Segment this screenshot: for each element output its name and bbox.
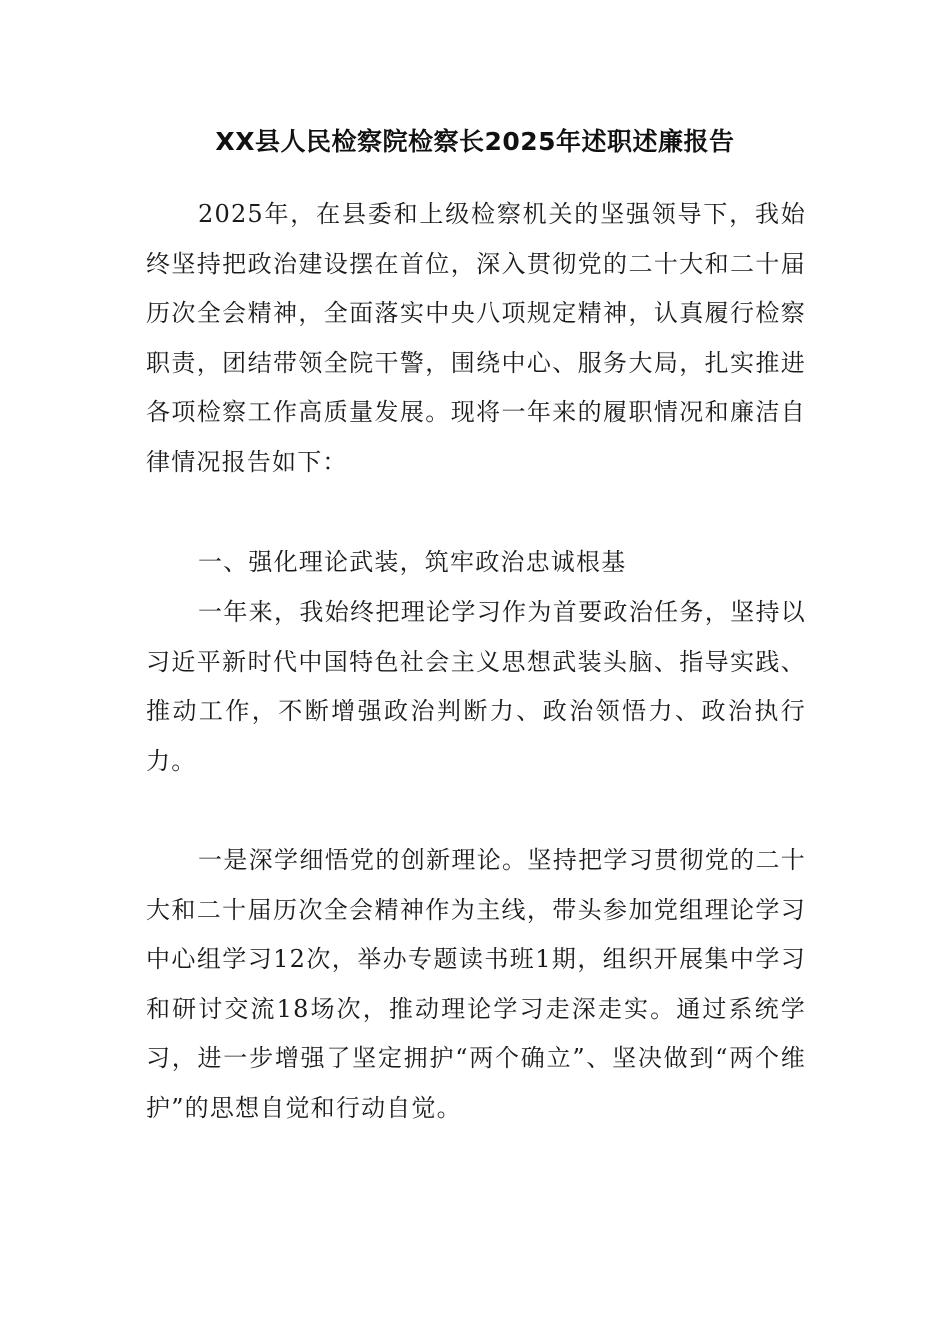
document-title: XX县人民检察院检察长2025年述职述廉报告 <box>215 127 735 156</box>
section-heading: 一、强化理论武装，筑牢政治忠诚根基 <box>198 548 627 576</box>
point-one-paragraph: 一是深学细悟党的创新理论。坚持把学习贯彻党的二十大和二十届历次全会精神作为主线，带头参加党组理论学习中心组学习12次，举办专题读书班1期，组织开展集中学习和研讨交流18场次，推动理论学习走深走实。通过系统学习，进一步增强了坚定拥护“两个确立”、坚决做到“两个维护”的思想自觉和行动自觉。 <box>146 846 806 1122</box>
section-body-paragraph: 一年来，我始终把理论学习作为首要政治任务，坚持以习近平新时代中国特色社会主义思想武装头脑、指导实践、推动工作，不断增强政治判断力、政治领悟力、政治执行力。 <box>146 598 806 775</box>
intro-paragraph: 2025年，在县委和上级检察机关的坚强领导下，我始终坚持把政治建设摆在首位，深入贯彻党的二十大和二十届历次全会精神，全面落实中央八项规定精神，认真履行检察职责，团结带领全院干警，围绕中心、服务大局，扎实推进各项检察工作高质量发展。现将一年来的履职情况和廉洁自律情况报告如下： <box>146 200 806 476</box>
